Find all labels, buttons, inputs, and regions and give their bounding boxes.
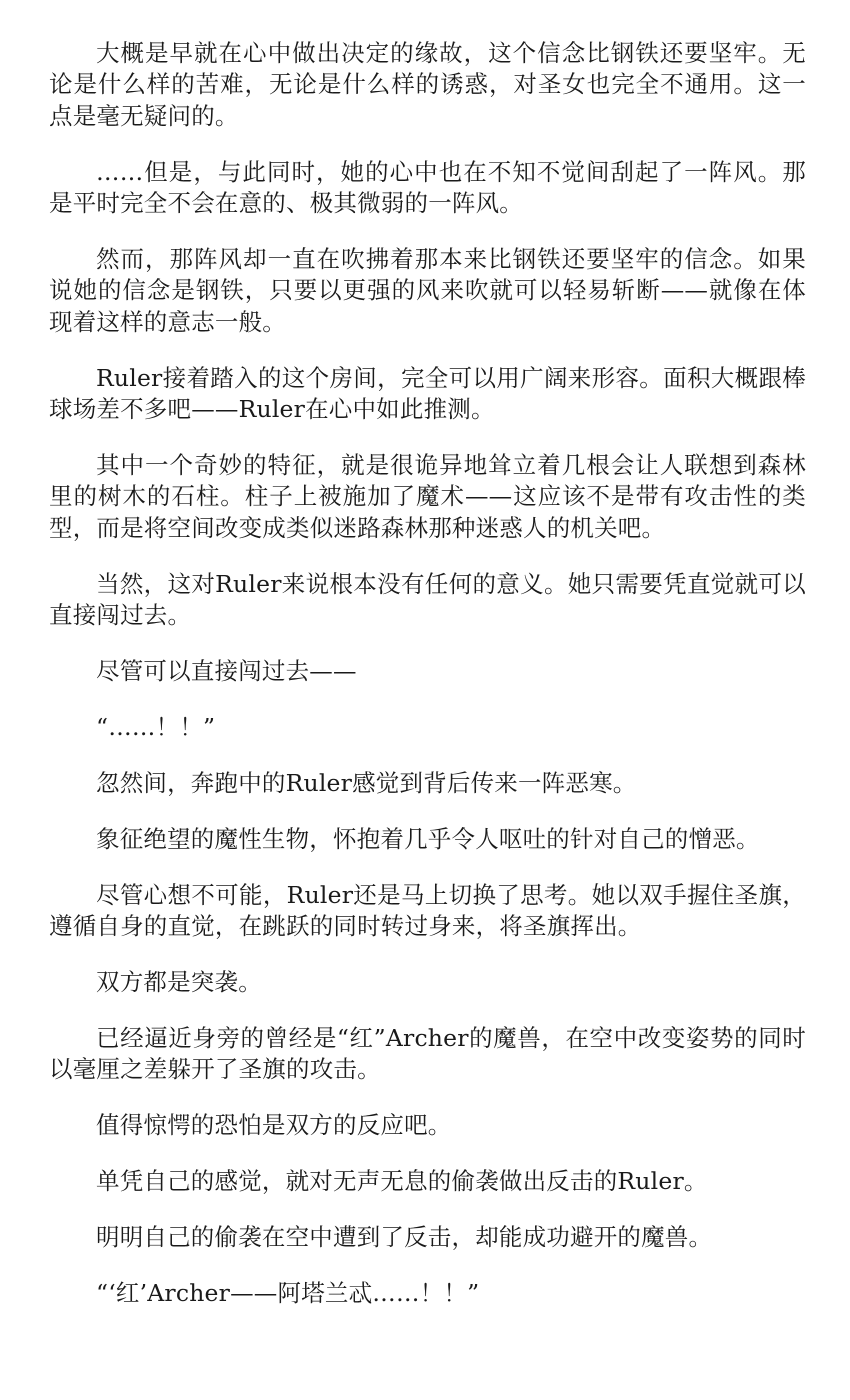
paragraph: 单凭自己的感觉，就对无声无息的偷袭做出反击的Ruler。: [96, 1167, 708, 1196]
paragraph: 值得惊愕的恐怕是双方的反应吧。: [96, 1111, 452, 1140]
paragraph: 当然，这对Ruler来说根本没有任何的意义。她只需要凭直觉就可以直接闯过去。: [49, 569, 806, 630]
paragraph: 其中一个奇妙的特征，就是很诡异地耸立着几根会让人联想到森林里的树木的石柱。柱子上被施加了魔术——这应该不是带有攻击性的类型，而是将空间改变成类似迷路森林那种迷惑人的机关吧。: [49, 451, 806, 542]
paragraph: 已经逼近身旁的曾经是“红”Archer的魔兽，在空中改变姿势的同时以毫厘之差躲开了圣旗的攻击。: [49, 1023, 806, 1084]
paragraph: 双方都是突袭。: [96, 968, 262, 997]
paragraph: 象征绝望的魔性生物，怀抱着几乎令人呕吐的针对自己的憎恶。: [96, 824, 760, 853]
dialogue-line: “‘红’Archer——阿塔兰忒……！！”: [96, 1278, 480, 1307]
paragraph: 忽然间，奔跑中的Ruler感觉到背后传来一阵恶寒。: [96, 768, 637, 797]
paragraph: 大概是早就在心中做出决定的缘故，这个信念比钢铁还要坚牢。无论是什么样的苦难，无论是什么样的诱惑，对圣女也完全不通用。这一点是毫无疑问的。: [49, 39, 806, 130]
paragraph: ……但是，与此同时，她的心中也在不知不觉间刮起了一阵风。那是平时完全不会在意的、极其微弱的一阵风。: [49, 157, 806, 218]
paragraph: Ruler接着踏入的这个房间，完全可以用广阔来形容。面积大概跟棒球场差不多吧——Ruler在心中如此推测。: [49, 363, 806, 424]
paragraph: 尽管可以直接闯过去——: [96, 657, 357, 686]
paragraph: 然而，那阵风却一直在吹拂着那本来比钢铁还要坚牢的信念。如果说她的信念是钢铁，只要以更强的风来吹就可以轻易斩断——就像在体现着这样的意志一般。: [49, 245, 806, 336]
paragraph: 尽管心想不可能，Ruler还是马上切换了思考。她以双手握住圣旗，遵循自身的直觉，在跳跃的同时转过身来，将圣旗挥出。: [49, 880, 806, 941]
document-page: [49, 38, 806, 1334]
dialogue-line: “……！！”: [96, 713, 216, 741]
paragraph: 明明自己的偷袭在空中遭到了反击，却能成功避开的魔兽。: [96, 1223, 713, 1252]
